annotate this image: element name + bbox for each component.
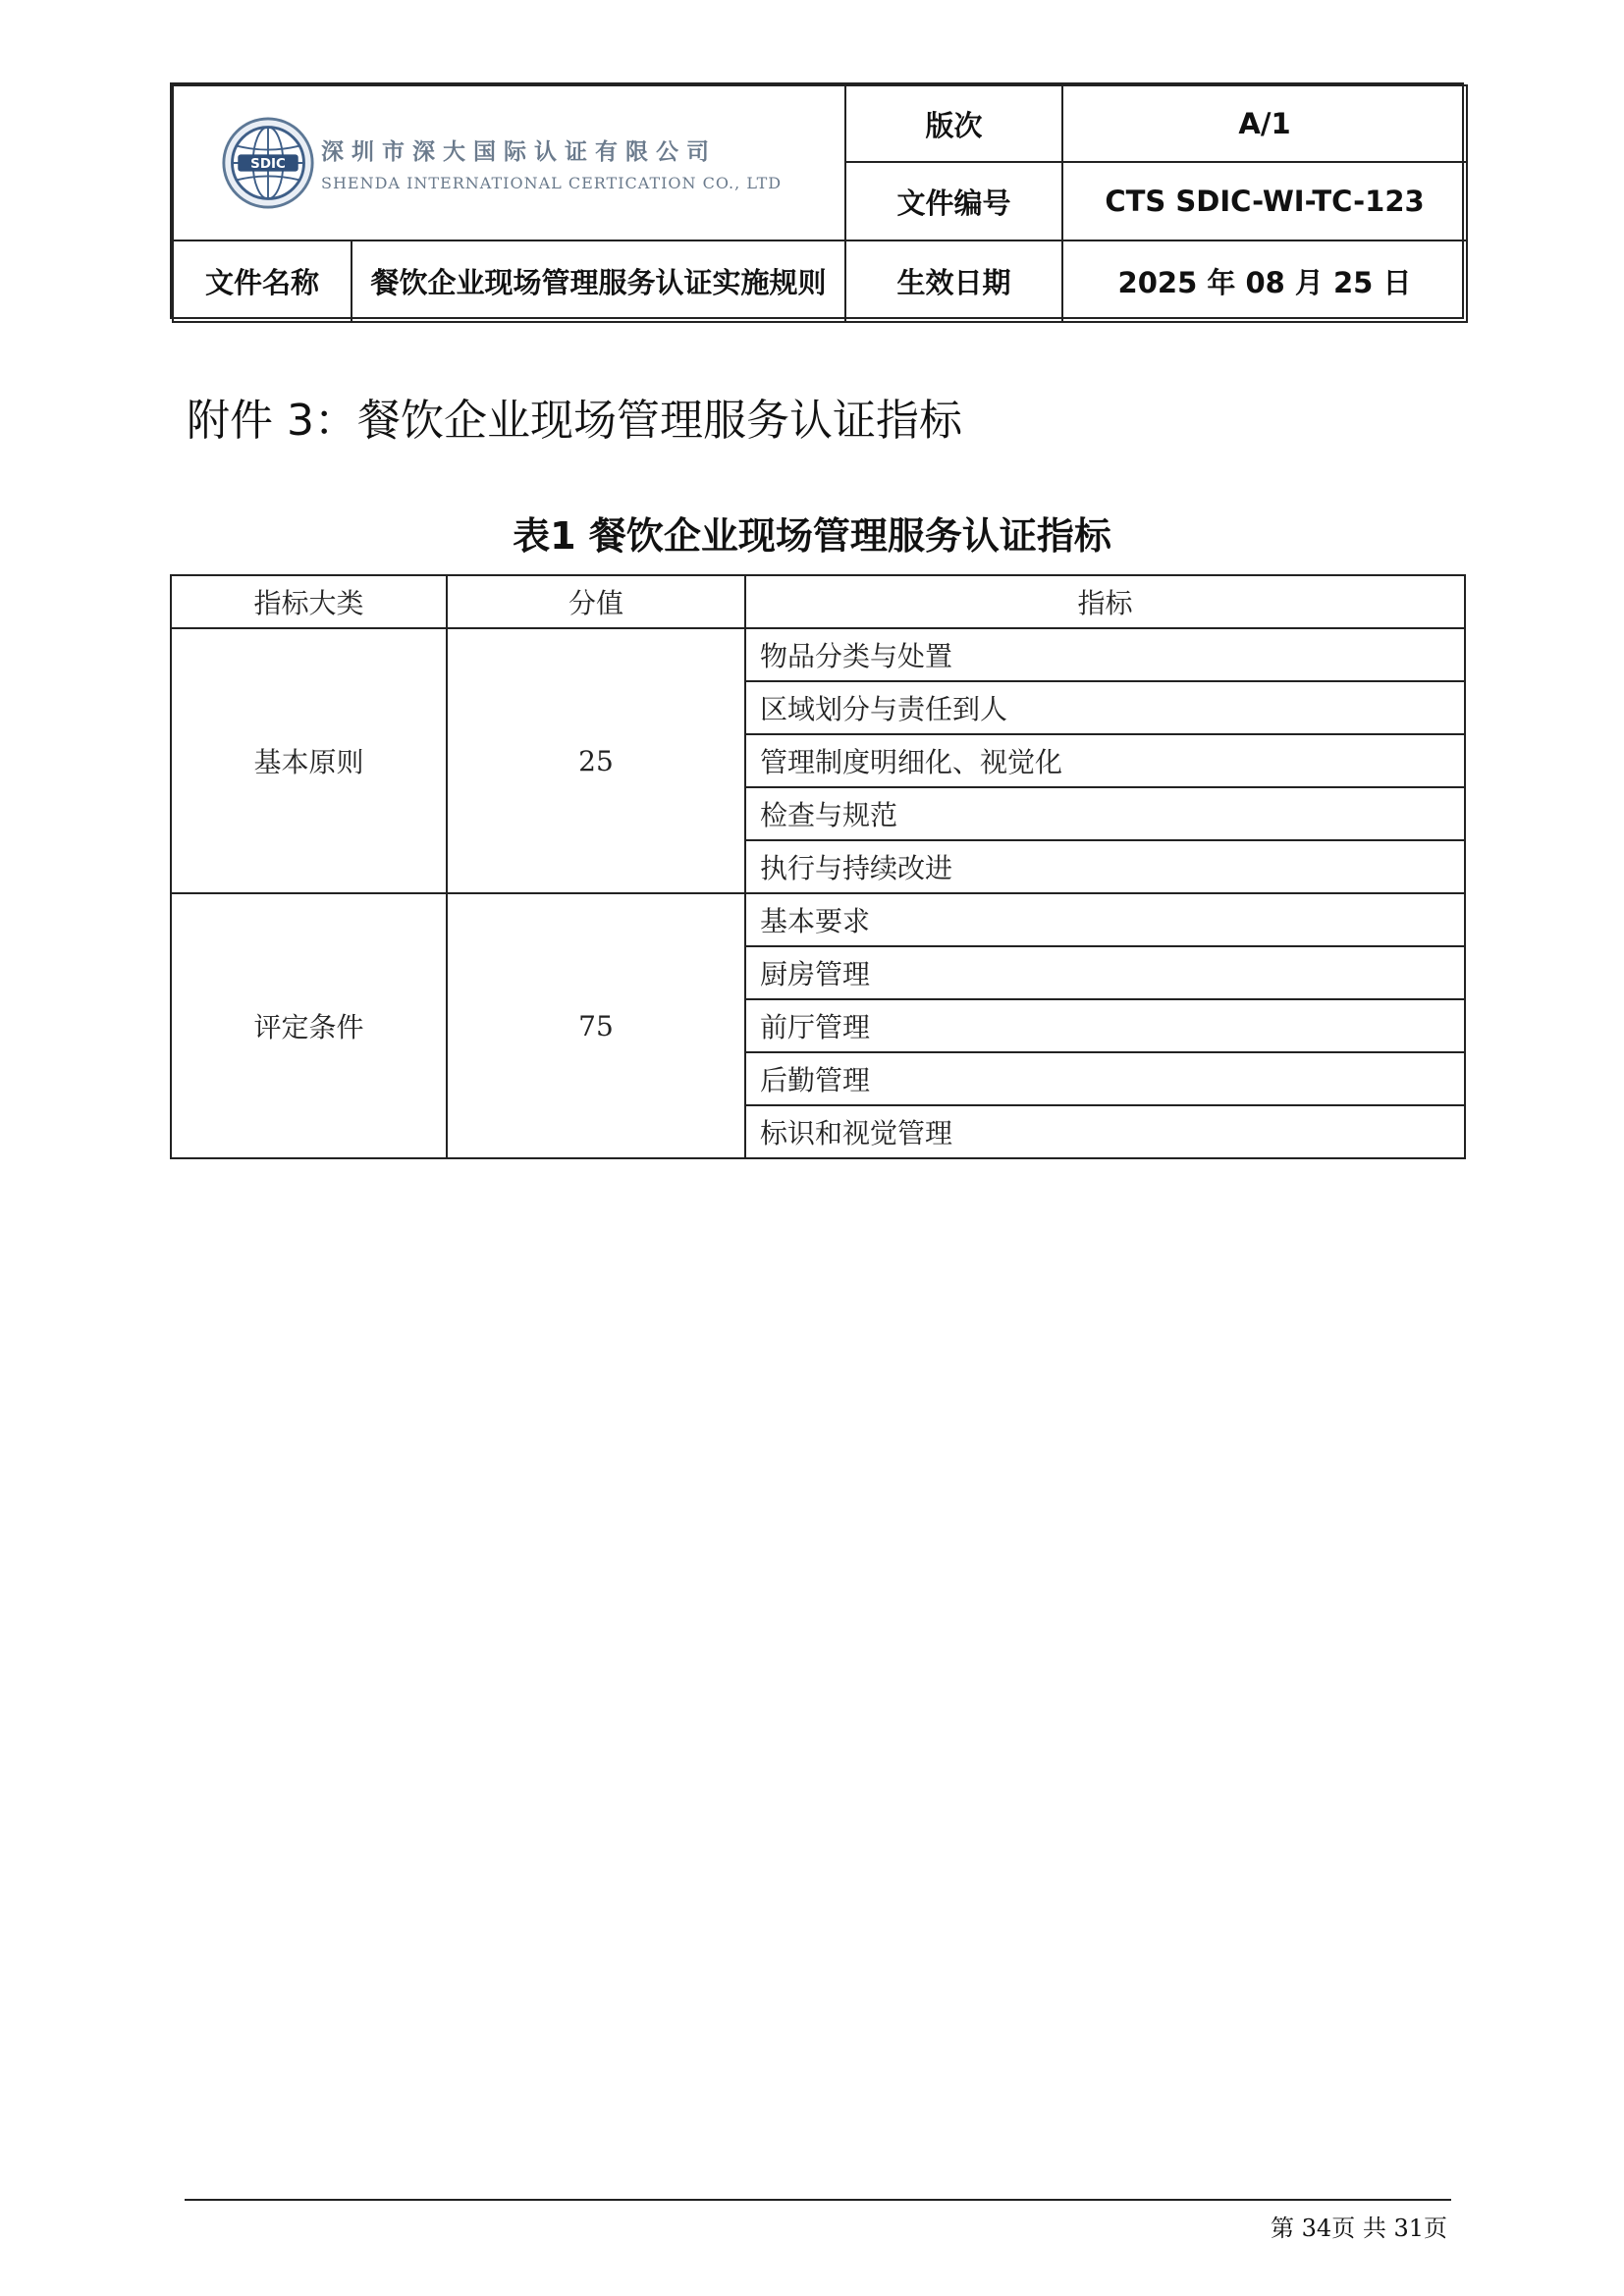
document-header (170, 82, 1464, 319)
indicator-cell: 检查与规范 (745, 787, 1465, 840)
version-label: 版次 (845, 85, 1062, 162)
page-number: 第 34页 共 31页 (1271, 2215, 1447, 2242)
indicator-cell: 管理制度明细化、视觉化 (745, 734, 1465, 787)
effective-date-label: 生效日期 (845, 240, 1062, 322)
table-row (171, 893, 1465, 946)
indicator-table (170, 574, 1464, 1159)
category-cell: 评定条件 (171, 893, 447, 1158)
indicator-cell: 物品分类与处置 (745, 628, 1465, 681)
doc-number-label: 文件编号 (845, 162, 1062, 240)
indicator-cell: 厨房管理 (745, 946, 1465, 999)
category-cell: 基本原则 (171, 628, 447, 893)
footer-divider (185, 2199, 1451, 2201)
indicator-cell: 后勤管理 (745, 1052, 1465, 1105)
annex-title: 附件 3：餐饮企业现场管理服务认证指标 (187, 396, 962, 446)
table-row (171, 628, 1465, 681)
company-logo (221, 116, 315, 210)
table-title: 表1 餐饮企业现场管理服务认证指标 (513, 514, 1111, 558)
doc-name-value: 餐饮企业现场管理服务认证实施规则 (352, 240, 845, 322)
header-score: 分值 (447, 575, 745, 628)
score-cell: 25 (447, 628, 745, 893)
indicator-cell: 基本要求 (745, 893, 1465, 946)
company-name-cn: 深圳市深大国际认证有限公司 (321, 139, 717, 165)
company-name-en: SHENDA INTERNATIONAL CERTICATION CO., LTD (321, 174, 783, 192)
score-cell: 75 (447, 893, 745, 1158)
effective-date-value: 2025 年 08 月 25 日 (1062, 240, 1467, 322)
company-logo-cell (173, 85, 845, 240)
doc-name-label: 文件名称 (173, 240, 352, 322)
header-category: 指标大类 (171, 575, 447, 628)
svg-text:SDIC: SDIC (250, 156, 286, 172)
indicator-cell: 标识和视觉管理 (745, 1105, 1465, 1158)
header-indicator: 指标 (745, 575, 1465, 628)
version-value: A/1 (1062, 85, 1467, 162)
indicator-cell: 执行与持续改进 (745, 840, 1465, 893)
indicator-cell: 前厅管理 (745, 999, 1465, 1052)
doc-number-value: CTS SDIC-WI-TC-123 (1062, 162, 1467, 240)
indicator-cell: 区域划分与责任到人 (745, 681, 1465, 734)
